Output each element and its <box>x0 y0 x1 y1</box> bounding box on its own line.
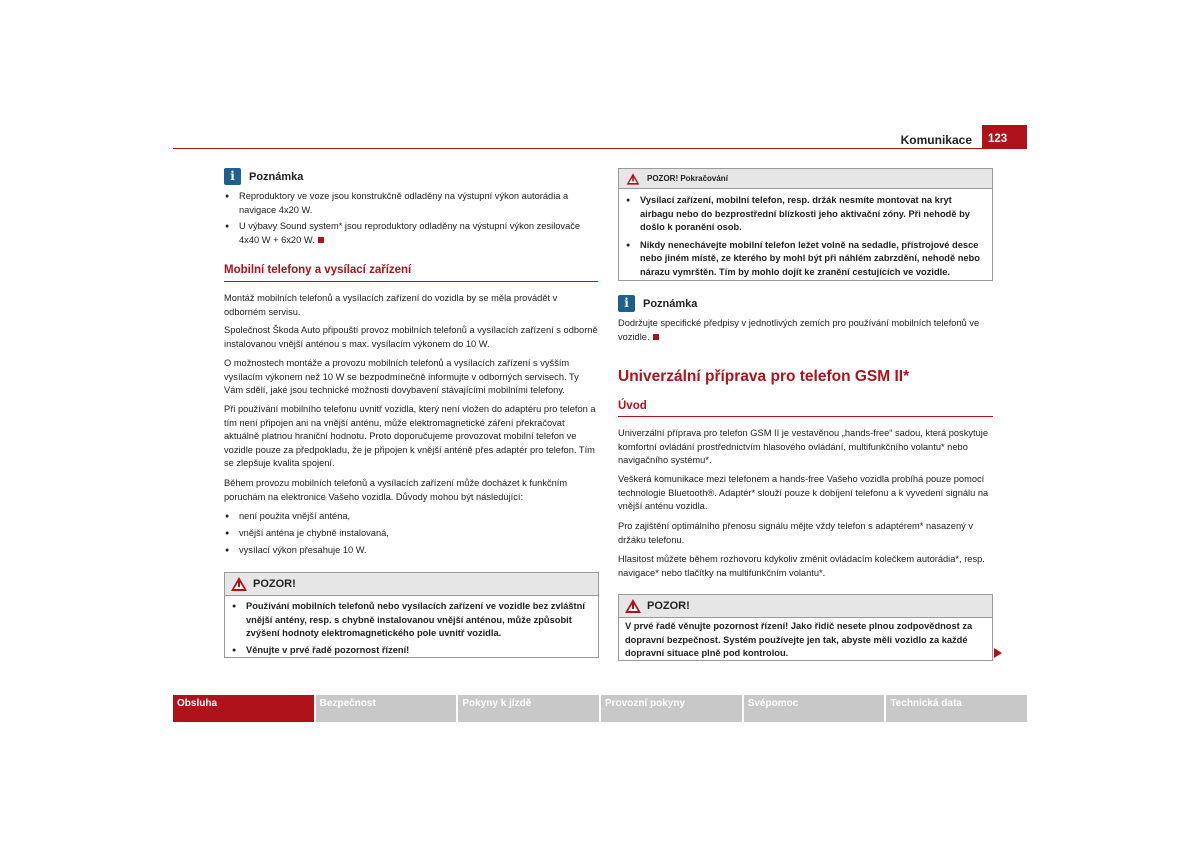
warning-title: POZOR! <box>253 578 296 590</box>
sub-title: Úvod <box>618 400 647 412</box>
warning-title: POZOR! Pokračování <box>647 174 728 183</box>
header-rule <box>173 148 1027 149</box>
warning-icon <box>627 173 640 184</box>
warning-item: ● Nikdy nenechávejte mobilní telefon ležet volně na sedadle, přístrojové desce nebo jiném místě, ze kterého by mohl být při náhlém zabrzdění, nehodě nebo nárazu vymrštěn. Tím by mohlo dojít ke zranění cestujících ve vozidle. <box>625 239 986 280</box>
info-icon: i <box>618 295 635 312</box>
warning-body <box>225 596 598 661</box>
list-item: ● vysílací výkon přesahuje 10 W. <box>224 544 598 558</box>
warning-continued-box <box>618 168 993 281</box>
main-title: Univerzální příprava pro telefon GSM II* <box>618 368 910 385</box>
next-page-arrow-icon[interactable] <box>994 648 1002 658</box>
paragraph: Při používání mobilního telefonu uvnitř vozidla, který není vložen do adaptéru pro telefon a tím není připojen ani na vnější anténu, může elektromagnetické záření překračovat aktuálně platnou hraniční hodnotu. Proto doporučujeme provozovat mobilní telefon ve vozidle pouze za předpokladu, že je připojen k vnější anténě přes adaptér pro telefon. Tím se zlepšuje kvalita spojení. <box>224 404 596 468</box>
paragraph: Během provozu mobilních telefonů a vysílacích zařízení může docházet k funkčním poruchám na elektronice Vašeho vozidla. Důvody mohou být následující: <box>224 478 568 502</box>
info-icon: i <box>224 168 241 185</box>
note-item: ● Reproduktory ve voze jsou konstrukčně odladěny na výstupní výkon autorádia a navigace 4x20 W. <box>224 190 598 217</box>
paragraph: Pro zajištění optimálního přenosu signálu mějte vždy telefon s adaptérem* nasazený v držáku telefonu. <box>618 521 974 545</box>
paragraph: Společnost Škoda Auto připouští provoz mobilních telefonů a vysílacích zařízení s odborně instalovanou vnější anténou s max. vysílacím výkonem do 10 W. <box>224 325 598 349</box>
tab-pokyny-k-jizde[interactable]: Pokyny k jízdě <box>458 695 599 722</box>
warning-item: ● Používání mobilních telefonů nebo vysílacích zařízení ve vozidle bez zvláštní vnější antény, resp. s chybně instalovanou vnější anténou, může způsobit zvýšení hodnoty elektromagnetického pole uvnitř vozidla. <box>231 600 592 641</box>
warning-box <box>224 572 599 658</box>
tab-technicka-data[interactable]: Technická data <box>886 695 1027 722</box>
end-marker-icon <box>653 334 659 340</box>
section-rule <box>224 281 598 282</box>
warning-icon <box>231 577 247 591</box>
tab-bezpecnost[interactable]: Bezpečnost <box>316 695 457 722</box>
paragraph: O možnostech montáže a provozu mobilních telefonů a vysílacích zařízení s vyšším vysílacím výkonem než 10 W se bezpodmínečně informujte v odborných servisech. Ty Vám sdělí, jaké jsou technické možnosti dovybavení stávajícími mobilními telefony. <box>224 358 579 395</box>
paragraph: Univerzální příprava pro telefon GSM II je vestavěnou „hands-free“ sadou, která poskytuje komfortní ovládání prostřednictvím hlasového ovládání, multifunkčního volantu* nebo navigačního systému*. <box>618 428 988 465</box>
warning-body <box>619 189 992 283</box>
tab-provozni-pokyny[interactable]: Provozní pokyny <box>601 695 742 722</box>
footer-nav <box>173 695 1027 722</box>
warning-header <box>225 573 598 596</box>
note-text: Dodržujte specifické předpisy v jednotlivých zemích pro používání mobilních telefonů ve vozidle. <box>618 318 980 342</box>
page-number: 123 <box>982 125 1027 149</box>
note-item: ● U výbavy Sound system* jsou reproduktory odladěny na výstupní výkon zesilovače 4x40 W + 6x20 W. <box>224 220 598 247</box>
end-marker-icon <box>318 237 324 243</box>
section-label: Komunikace <box>900 133 972 147</box>
section-rule <box>618 416 993 417</box>
tab-obsluha[interactable]: Obsluha <box>173 695 314 722</box>
note-heading <box>224 168 303 185</box>
warning-header <box>619 169 992 189</box>
note-heading <box>618 295 697 312</box>
warning-header <box>619 595 992 618</box>
note-title: Poznámka <box>643 297 698 310</box>
section-title: Mobilní telefony a vysílací zařízení <box>224 264 412 276</box>
paragraph: Hlasitost můžete během rozhovoru kdykoliv změnit ovládacím kolečkem autorádia*, resp. navigace* nebo tlačítky na multifunkčním volantu*. <box>618 554 985 578</box>
warning-title: POZOR! <box>647 600 690 612</box>
warning-body: V prvé řadě věnujte pozornost řízení! Jako řidič nesete plnou zodpovědnost za dopravní bezpečnost. Systém používejte jen tak, abyste měli vozidlo za každé dopravní situace plně pod kontrolou. <box>625 621 973 658</box>
warning-item: ● Věnujte v prvé řadě pozornost řízení! <box>231 644 592 658</box>
warning-icon <box>625 599 641 613</box>
list-item: ● není použita vnější anténa, <box>224 510 598 524</box>
warning-item: ● Vysílací zařízení, mobilní telefon, resp. držák nesmíte montovat na kryt airbagu nebo do bezprostřední blízkosti jeho aktivační zóny. Při nehodě by došlo k poranění osob. <box>625 194 986 235</box>
tab-svepomoc[interactable]: Svépomoc <box>744 695 885 722</box>
note-title: Poznámka <box>249 170 304 183</box>
paragraph: Veškerá komunikace mezi telefonem a hands-free Vašeho vozidla probíhá pouze pomocí technologie Bluetooth®. Adaptér* slouží pouze k dobíjení telefonu a k vyvedení signálu na vnější anténu vozidla. <box>618 474 989 511</box>
warning-box <box>618 594 993 661</box>
paragraph: Montáž mobilních telefonů a vysílacích zařízení do vozidla by se měla provádět v odborném servisu. <box>224 293 558 317</box>
list-item: ● vnější anténa je chybně instalovaná, <box>224 527 598 541</box>
